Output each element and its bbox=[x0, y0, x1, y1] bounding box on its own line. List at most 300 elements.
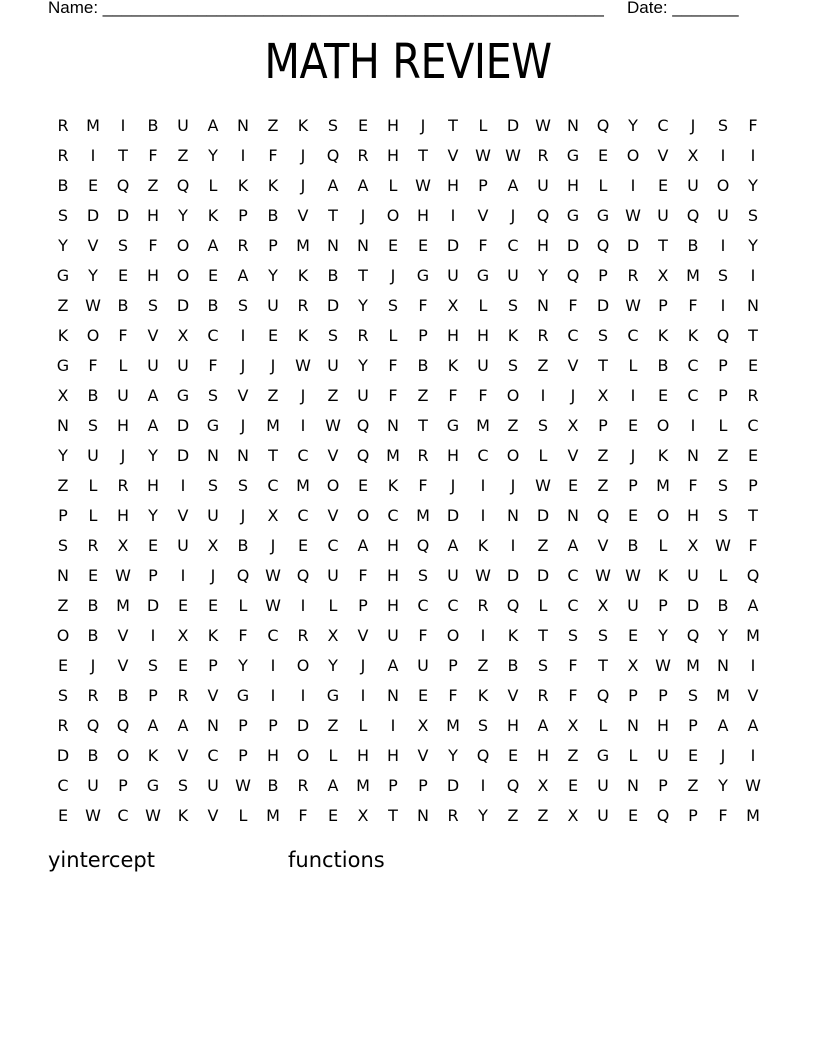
grid-cell[interactable]: C bbox=[687, 386, 699, 405]
grid-cell[interactable]: B bbox=[57, 176, 69, 195]
grid-cell[interactable]: P bbox=[598, 266, 608, 285]
grid-cell[interactable]: P bbox=[388, 776, 398, 795]
grid-cell[interactable]: D bbox=[176, 416, 190, 435]
grid-cell[interactable]: F bbox=[388, 356, 398, 375]
grid-cell[interactable]: N bbox=[717, 656, 729, 675]
grid-cell[interactable]: U bbox=[597, 806, 609, 825]
grid-cell[interactable]: Z bbox=[327, 386, 339, 405]
grid-cell[interactable]: I bbox=[360, 686, 366, 705]
grid-cell[interactable]: R bbox=[357, 326, 369, 345]
date-field-label[interactable]: Date: _______ bbox=[627, 0, 739, 17]
grid-cell[interactable]: N bbox=[237, 116, 249, 135]
grid-cell[interactable]: D bbox=[446, 776, 460, 795]
grid-cell[interactable]: U bbox=[687, 566, 699, 585]
grid-cell[interactable]: M bbox=[746, 806, 760, 825]
grid-cell[interactable]: Y bbox=[358, 296, 368, 315]
grid-cell[interactable]: Y bbox=[718, 626, 728, 645]
grid-cell[interactable]: W bbox=[325, 416, 341, 435]
grid-cell[interactable]: V bbox=[327, 446, 339, 465]
grid-cell[interactable]: C bbox=[297, 446, 309, 465]
grid-cell[interactable]: C bbox=[747, 416, 759, 435]
grid-cell[interactable]: P bbox=[658, 776, 668, 795]
grid-cell[interactable]: E bbox=[57, 806, 69, 825]
grid-cell[interactable]: L bbox=[628, 356, 638, 375]
grid-cell[interactable]: B bbox=[507, 656, 519, 675]
grid-cell[interactable]: E bbox=[177, 656, 189, 675]
grid-cell[interactable]: M bbox=[296, 236, 310, 255]
grid-cell[interactable]: Y bbox=[748, 236, 758, 255]
grid-cell[interactable]: I bbox=[300, 686, 306, 705]
grid-cell[interactable]: X bbox=[207, 536, 219, 555]
grid-cell[interactable]: F bbox=[478, 386, 488, 405]
grid-cell[interactable]: A bbox=[177, 716, 189, 735]
grid-cell[interactable]: T bbox=[658, 236, 668, 255]
grid-cell[interactable]: M bbox=[296, 476, 310, 495]
grid-cell[interactable]: B bbox=[87, 746, 99, 765]
grid-cell[interactable]: J bbox=[630, 446, 636, 465]
grid-cell[interactable]: R bbox=[57, 716, 69, 735]
grid-cell[interactable]: U bbox=[627, 596, 639, 615]
grid-cell[interactable]: T bbox=[748, 326, 758, 345]
grid-cell[interactable]: W bbox=[535, 116, 551, 135]
name-field-label[interactable]: Name: _____________________________________________________ bbox=[48, 0, 604, 17]
grid-cell[interactable]: H bbox=[416, 206, 430, 225]
grid-cell[interactable]: O bbox=[506, 446, 520, 465]
grid-cell[interactable]: Q bbox=[356, 446, 370, 465]
grid-cell[interactable]: S bbox=[147, 656, 159, 675]
grid-cell[interactable]: K bbox=[387, 476, 399, 495]
grid-cell[interactable]: Q bbox=[506, 776, 520, 795]
grid-cell[interactable]: L bbox=[628, 746, 638, 765]
grid-cell[interactable]: O bbox=[656, 416, 670, 435]
grid-cell[interactable]: J bbox=[390, 266, 396, 285]
grid-cell[interactable]: K bbox=[297, 116, 309, 135]
grid-cell[interactable]: W bbox=[625, 566, 641, 585]
grid-cell[interactable]: S bbox=[207, 386, 219, 405]
grid-cell[interactable]: V bbox=[117, 626, 129, 645]
grid-cell[interactable]: K bbox=[687, 326, 699, 345]
grid-cell[interactable]: F bbox=[118, 326, 128, 345]
grid-cell[interactable]: E bbox=[177, 596, 189, 615]
grid-cell[interactable]: I bbox=[240, 146, 246, 165]
grid-cell[interactable]: R bbox=[237, 236, 249, 255]
grid-cell[interactable]: B bbox=[117, 296, 129, 315]
grid-cell[interactable]: L bbox=[598, 176, 608, 195]
grid-cell[interactable]: G bbox=[566, 146, 580, 165]
grid-cell[interactable]: O bbox=[86, 326, 100, 345]
grid-cell[interactable]: C bbox=[267, 626, 279, 645]
grid-cell[interactable]: D bbox=[566, 236, 580, 255]
grid-cell[interactable]: H bbox=[446, 326, 460, 345]
grid-cell[interactable]: E bbox=[357, 476, 369, 495]
grid-cell[interactable]: S bbox=[237, 476, 249, 495]
grid-cell[interactable]: J bbox=[360, 206, 366, 225]
grid-cell[interactable]: J bbox=[690, 116, 696, 135]
grid-cell[interactable]: D bbox=[176, 296, 190, 315]
grid-cell[interactable]: H bbox=[446, 176, 460, 195]
grid-cell[interactable]: X bbox=[567, 416, 579, 435]
grid-cell[interactable]: H bbox=[566, 176, 580, 195]
grid-cell[interactable]: V bbox=[117, 656, 129, 675]
grid-cell[interactable]: V bbox=[357, 626, 369, 645]
grid-cell[interactable]: W bbox=[745, 776, 761, 795]
grid-cell[interactable]: W bbox=[115, 566, 131, 585]
grid-cell[interactable]: S bbox=[327, 116, 339, 135]
grid-cell[interactable]: U bbox=[177, 116, 189, 135]
grid-cell[interactable]: F bbox=[88, 356, 98, 375]
grid-cell[interactable]: U bbox=[687, 176, 699, 195]
grid-cell[interactable]: J bbox=[270, 356, 276, 375]
grid-cell[interactable]: J bbox=[240, 506, 246, 525]
grid-cell[interactable]: Z bbox=[597, 446, 609, 465]
grid-cell[interactable]: W bbox=[715, 536, 731, 555]
grid-cell[interactable]: C bbox=[687, 356, 699, 375]
grid-cell[interactable]: I bbox=[750, 656, 756, 675]
grid-cell[interactable]: N bbox=[207, 446, 219, 465]
grid-cell[interactable]: A bbox=[327, 776, 339, 795]
grid-cell[interactable]: Y bbox=[238, 656, 248, 675]
grid-cell[interactable]: K bbox=[507, 326, 519, 345]
grid-cell[interactable]: E bbox=[117, 266, 129, 285]
grid-cell[interactable]: E bbox=[87, 176, 99, 195]
grid-cell[interactable]: U bbox=[597, 776, 609, 795]
grid-cell[interactable]: G bbox=[176, 386, 190, 405]
grid-cell[interactable]: B bbox=[207, 296, 219, 315]
grid-cell[interactable]: P bbox=[448, 656, 458, 675]
grid-cell[interactable]: I bbox=[690, 416, 696, 435]
grid-cell[interactable]: S bbox=[567, 626, 579, 645]
grid-cell[interactable]: M bbox=[356, 776, 370, 795]
grid-cell[interactable]: W bbox=[265, 566, 281, 585]
grid-cell[interactable]: V bbox=[747, 686, 759, 705]
grid-cell[interactable]: C bbox=[567, 326, 579, 345]
grid-cell[interactable]: L bbox=[478, 116, 488, 135]
grid-cell[interactable]: N bbox=[627, 776, 639, 795]
grid-cell[interactable]: W bbox=[85, 296, 101, 315]
grid-cell[interactable]: I bbox=[720, 146, 726, 165]
grid-cell[interactable]: S bbox=[147, 296, 159, 315]
grid-cell[interactable]: K bbox=[477, 686, 489, 705]
grid-cell[interactable]: Q bbox=[596, 506, 610, 525]
grid-cell[interactable]: Z bbox=[717, 446, 729, 465]
grid-cell[interactable]: I bbox=[150, 626, 156, 645]
grid-cell[interactable]: N bbox=[237, 446, 249, 465]
grid-cell[interactable]: U bbox=[207, 776, 219, 795]
grid-cell[interactable]: X bbox=[567, 716, 579, 735]
grid-cell[interactable]: M bbox=[116, 596, 130, 615]
grid-cell[interactable]: N bbox=[747, 296, 759, 315]
grid-cell[interactable]: Q bbox=[296, 566, 310, 585]
grid-cell[interactable]: F bbox=[388, 386, 398, 405]
grid-cell[interactable]: V bbox=[417, 746, 429, 765]
grid-cell[interactable]: O bbox=[326, 476, 340, 495]
grid-cell[interactable]: N bbox=[627, 716, 639, 735]
grid-cell[interactable]: V bbox=[237, 386, 249, 405]
grid-cell[interactable]: E bbox=[207, 596, 219, 615]
grid-cell[interactable]: J bbox=[210, 566, 216, 585]
grid-cell[interactable]: U bbox=[177, 536, 189, 555]
grid-cell[interactable]: A bbox=[387, 656, 399, 675]
grid-cell[interactable]: S bbox=[597, 626, 609, 645]
grid-cell[interactable]: E bbox=[507, 746, 519, 765]
grid-cell[interactable]: Z bbox=[597, 476, 609, 495]
grid-cell[interactable]: H bbox=[146, 266, 160, 285]
grid-cell[interactable]: E bbox=[357, 116, 369, 135]
grid-cell[interactable]: D bbox=[56, 746, 70, 765]
grid-cell[interactable]: B bbox=[237, 536, 249, 555]
grid-cell[interactable]: E bbox=[567, 476, 579, 495]
grid-cell[interactable]: P bbox=[418, 326, 428, 345]
grid-cell[interactable]: J bbox=[420, 116, 426, 135]
grid-cell[interactable]: S bbox=[327, 326, 339, 345]
grid-cell[interactable]: P bbox=[118, 776, 128, 795]
grid-cell[interactable]: I bbox=[630, 176, 636, 195]
grid-cell[interactable]: R bbox=[87, 686, 99, 705]
grid-cell[interactable]: L bbox=[358, 716, 368, 735]
grid-cell[interactable]: R bbox=[627, 266, 639, 285]
grid-cell[interactable]: H bbox=[476, 326, 490, 345]
grid-cell[interactable]: I bbox=[270, 686, 276, 705]
grid-cell[interactable]: Q bbox=[356, 416, 370, 435]
grid-cell[interactable]: W bbox=[265, 596, 281, 615]
grid-cell[interactable]: H bbox=[536, 236, 550, 255]
grid-cell[interactable]: U bbox=[657, 206, 669, 225]
grid-cell[interactable]: Y bbox=[658, 626, 668, 645]
grid-cell[interactable]: H bbox=[446, 446, 460, 465]
grid-cell[interactable]: E bbox=[87, 566, 99, 585]
grid-cell[interactable]: H bbox=[386, 146, 400, 165]
grid-cell[interactable]: E bbox=[657, 386, 669, 405]
grid-cell[interactable]: Z bbox=[537, 536, 549, 555]
grid-cell[interactable]: L bbox=[388, 326, 398, 345]
grid-cell[interactable]: N bbox=[507, 506, 519, 525]
grid-cell[interactable]: F bbox=[748, 116, 758, 135]
grid-cell[interactable]: H bbox=[506, 716, 520, 735]
grid-cell[interactable]: I bbox=[720, 236, 726, 255]
grid-cell[interactable]: P bbox=[748, 476, 758, 495]
grid-cell[interactable]: D bbox=[446, 506, 460, 525]
grid-cell[interactable]: Z bbox=[417, 386, 429, 405]
grid-cell[interactable]: M bbox=[266, 416, 280, 435]
grid-cell[interactable]: J bbox=[240, 356, 246, 375]
grid-cell[interactable]: D bbox=[86, 206, 100, 225]
grid-cell[interactable]: O bbox=[296, 656, 310, 675]
grid-cell[interactable]: U bbox=[87, 446, 99, 465]
grid-cell[interactable]: I bbox=[240, 326, 246, 345]
grid-cell[interactable]: E bbox=[627, 626, 639, 645]
grid-cell[interactable]: K bbox=[447, 356, 459, 375]
grid-cell[interactable]: M bbox=[446, 716, 460, 735]
grid-cell[interactable]: U bbox=[717, 206, 729, 225]
grid-cell[interactable]: E bbox=[627, 416, 639, 435]
grid-cell[interactable]: G bbox=[326, 686, 340, 705]
grid-cell[interactable]: X bbox=[597, 596, 609, 615]
grid-cell[interactable]: S bbox=[57, 536, 69, 555]
grid-cell[interactable]: E bbox=[627, 506, 639, 525]
grid-cell[interactable]: Z bbox=[507, 806, 519, 825]
grid-cell[interactable]: F bbox=[568, 296, 578, 315]
grid-cell[interactable]: C bbox=[417, 596, 429, 615]
grid-cell[interactable]: J bbox=[90, 656, 96, 675]
grid-cell[interactable]: P bbox=[688, 806, 698, 825]
grid-cell[interactable]: S bbox=[387, 296, 399, 315]
grid-cell[interactable]: A bbox=[357, 536, 369, 555]
grid-cell[interactable]: V bbox=[207, 806, 219, 825]
grid-cell[interactable]: Z bbox=[57, 476, 69, 495]
grid-cell[interactable]: Y bbox=[748, 176, 758, 195]
grid-cell[interactable]: W bbox=[625, 296, 641, 315]
grid-cell[interactable]: D bbox=[116, 206, 130, 225]
grid-cell[interactable]: X bbox=[417, 716, 429, 735]
grid-cell[interactable]: J bbox=[270, 536, 276, 555]
grid-cell[interactable]: B bbox=[267, 206, 279, 225]
grid-cell[interactable]: D bbox=[326, 296, 340, 315]
grid-cell[interactable]: T bbox=[748, 506, 758, 525]
grid-cell[interactable]: I bbox=[720, 296, 726, 315]
grid-cell[interactable]: H bbox=[266, 746, 280, 765]
grid-cell[interactable]: T bbox=[418, 146, 428, 165]
grid-cell[interactable]: R bbox=[537, 146, 549, 165]
grid-cell[interactable]: K bbox=[657, 446, 669, 465]
grid-cell[interactable]: X bbox=[447, 296, 459, 315]
grid-cell[interactable]: J bbox=[510, 206, 516, 225]
grid-cell[interactable]: E bbox=[57, 656, 69, 675]
grid-cell[interactable]: N bbox=[387, 686, 399, 705]
grid-cell[interactable]: P bbox=[358, 596, 368, 615]
grid-cell[interactable]: I bbox=[510, 536, 516, 555]
grid-cell[interactable]: D bbox=[506, 566, 520, 585]
grid-cell[interactable]: T bbox=[358, 266, 368, 285]
grid-cell[interactable]: X bbox=[657, 266, 669, 285]
grid-cell[interactable]: X bbox=[567, 806, 579, 825]
grid-cell[interactable]: C bbox=[657, 116, 669, 135]
grid-cell[interactable]: U bbox=[447, 266, 459, 285]
grid-cell[interactable]: K bbox=[657, 566, 669, 585]
grid-cell[interactable]: Y bbox=[268, 266, 278, 285]
grid-cell[interactable]: N bbox=[357, 236, 369, 255]
grid-cell[interactable]: W bbox=[475, 566, 491, 585]
grid-cell[interactable]: K bbox=[57, 326, 69, 345]
grid-cell[interactable]: V bbox=[87, 236, 99, 255]
grid-cell[interactable]: M bbox=[386, 446, 400, 465]
grid-cell[interactable]: K bbox=[207, 206, 219, 225]
grid-cell[interactable]: D bbox=[686, 596, 700, 615]
grid-cell[interactable]: P bbox=[658, 296, 668, 315]
grid-cell[interactable]: P bbox=[238, 716, 248, 735]
grid-cell[interactable]: T bbox=[448, 116, 458, 135]
grid-cell[interactable]: F bbox=[448, 386, 458, 405]
grid-cell[interactable]: L bbox=[238, 596, 248, 615]
grid-cell[interactable]: R bbox=[477, 596, 489, 615]
grid-cell[interactable]: C bbox=[297, 506, 309, 525]
grid-cell[interactable]: S bbox=[717, 116, 729, 135]
grid-cell[interactable]: W bbox=[655, 656, 671, 675]
grid-cell[interactable]: T bbox=[328, 206, 338, 225]
grid-cell[interactable]: W bbox=[235, 776, 251, 795]
grid-cell[interactable]: F bbox=[208, 356, 218, 375]
grid-cell[interactable]: H bbox=[656, 716, 670, 735]
grid-cell[interactable]: K bbox=[657, 326, 669, 345]
grid-cell[interactable]: S bbox=[207, 476, 219, 495]
grid-cell[interactable]: G bbox=[476, 266, 490, 285]
grid-cell[interactable]: B bbox=[627, 536, 639, 555]
grid-cell[interactable]: A bbox=[507, 176, 519, 195]
grid-cell[interactable]: X bbox=[627, 656, 639, 675]
grid-cell[interactable]: H bbox=[386, 596, 400, 615]
grid-cell[interactable]: H bbox=[686, 506, 700, 525]
grid-cell[interactable]: F bbox=[238, 626, 248, 645]
grid-cell[interactable]: O bbox=[716, 176, 730, 195]
grid-cell[interactable]: I bbox=[480, 476, 486, 495]
grid-cell[interactable]: J bbox=[360, 656, 366, 675]
grid-cell[interactable]: I bbox=[300, 596, 306, 615]
grid-cell[interactable]: I bbox=[480, 776, 486, 795]
grid-cell[interactable]: B bbox=[147, 116, 159, 135]
grid-cell[interactable]: Q bbox=[716, 326, 730, 345]
grid-cell[interactable]: V bbox=[507, 686, 519, 705]
grid-cell[interactable]: A bbox=[357, 176, 369, 195]
grid-cell[interactable]: U bbox=[177, 356, 189, 375]
grid-cell[interactable]: L bbox=[388, 176, 398, 195]
grid-cell[interactable]: G bbox=[596, 746, 610, 765]
grid-cell[interactable]: Y bbox=[478, 806, 488, 825]
grid-cell[interactable]: P bbox=[478, 176, 488, 195]
grid-cell[interactable]: T bbox=[268, 446, 278, 465]
grid-cell[interactable]: W bbox=[535, 476, 551, 495]
grid-cell[interactable]: I bbox=[750, 266, 756, 285]
grid-cell[interactable]: N bbox=[567, 116, 579, 135]
grid-cell[interactable]: V bbox=[177, 746, 189, 765]
grid-cell[interactable]: B bbox=[87, 626, 99, 645]
grid-cell[interactable]: P bbox=[268, 236, 278, 255]
grid-cell[interactable]: E bbox=[147, 536, 159, 555]
grid-cell[interactable]: C bbox=[507, 236, 519, 255]
grid-cell[interactable]: A bbox=[717, 716, 729, 735]
grid-cell[interactable]: S bbox=[507, 356, 519, 375]
grid-cell[interactable]: Q bbox=[686, 206, 700, 225]
grid-cell[interactable]: V bbox=[477, 206, 489, 225]
grid-cell[interactable]: S bbox=[177, 776, 189, 795]
grid-cell[interactable]: T bbox=[118, 146, 128, 165]
grid-cell[interactable]: T bbox=[598, 356, 608, 375]
grid-cell[interactable]: G bbox=[446, 416, 460, 435]
grid-cell[interactable]: S bbox=[537, 656, 549, 675]
grid-cell[interactable]: P bbox=[688, 716, 698, 735]
grid-cell[interactable]: Q bbox=[116, 176, 130, 195]
grid-cell[interactable]: N bbox=[57, 566, 69, 585]
grid-cell[interactable]: L bbox=[238, 806, 248, 825]
grid-cell[interactable]: G bbox=[206, 416, 220, 435]
grid-cell[interactable]: R bbox=[117, 476, 129, 495]
grid-cell[interactable]: Q bbox=[566, 266, 580, 285]
grid-cell[interactable]: Q bbox=[116, 716, 130, 735]
grid-cell[interactable]: M bbox=[86, 116, 100, 135]
grid-cell[interactable]: F bbox=[688, 476, 698, 495]
grid-cell[interactable]: W bbox=[475, 146, 491, 165]
grid-cell[interactable]: U bbox=[327, 356, 339, 375]
grid-cell[interactable]: N bbox=[537, 296, 549, 315]
grid-cell[interactable]: Q bbox=[656, 806, 670, 825]
grid-cell[interactable]: Y bbox=[148, 506, 158, 525]
grid-cell[interactable]: C bbox=[207, 746, 219, 765]
grid-cell[interactable]: K bbox=[237, 176, 249, 195]
grid-cell[interactable]: S bbox=[477, 716, 489, 735]
grid-cell[interactable]: F bbox=[568, 686, 578, 705]
grid-cell[interactable]: H bbox=[146, 476, 160, 495]
grid-cell[interactable]: F bbox=[478, 236, 488, 255]
grid-cell[interactable]: Y bbox=[358, 356, 368, 375]
grid-cell[interactable]: M bbox=[476, 416, 490, 435]
